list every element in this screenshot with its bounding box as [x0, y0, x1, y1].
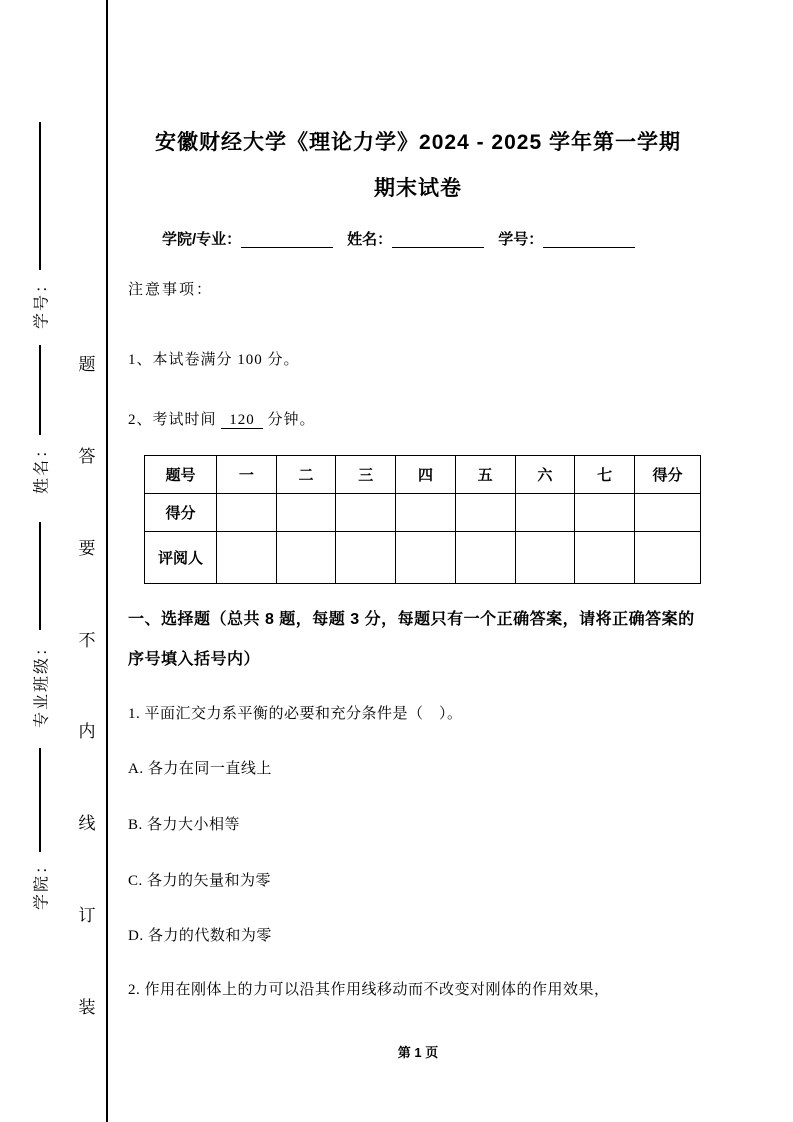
- seal-field-name: [24, 345, 56, 499]
- score-row: [145, 494, 701, 532]
- binding-char: 题: [78, 355, 96, 374]
- seal-blank-line: [39, 345, 41, 435]
- question-1-option-c: C. 各力的矢量和为零: [128, 873, 272, 889]
- seal-label-student-id: 学号：: [33, 274, 51, 330]
- score-cell: [217, 494, 277, 532]
- score-cell: [455, 494, 515, 532]
- notice-heading: 注意事项：: [128, 282, 214, 298]
- college-major-blank: [241, 232, 333, 248]
- section-1-heading: 一、选择题（总共 8 题，每题 3 分，每题只有一个正确答案，请将正确答案的序号填入括号内）: [128, 611, 695, 668]
- score-cell: [336, 494, 396, 532]
- question-2: 2. 作用在刚体上的力可以沿其作用线移动而不改变对刚体的作用效果，: [128, 982, 610, 998]
- seal-label-major-class: 专业班级：: [33, 637, 51, 729]
- score-cell: [575, 532, 635, 584]
- score-header-cell: 得分: [635, 456, 701, 494]
- question-1-option-b: B. 各力大小相等: [128, 817, 241, 833]
- name-field: [347, 228, 484, 249]
- score-cell: [515, 494, 575, 532]
- score-cell: [635, 494, 701, 532]
- score-header-cell: 七: [575, 456, 635, 494]
- page-number: 第 1 页: [397, 1045, 439, 1060]
- seal-field-major-class: [24, 522, 56, 736]
- exam-title: 安徽财经大学《理论力学》2024 - 2025 学年第一学期: [155, 131, 681, 154]
- binding-char: 装: [78, 997, 96, 1017]
- score-header-cell: 一: [217, 456, 277, 494]
- score-header-cell: 五: [455, 456, 515, 494]
- name-label: 姓名：: [347, 231, 393, 248]
- college-major-label: 学院/专业：: [162, 231, 242, 248]
- score-header-cell: 题号: [145, 456, 217, 494]
- question-1-option-d: D. 各力的代数和为零: [128, 928, 272, 944]
- exam-subtitle: 期末试卷: [374, 177, 462, 200]
- binding-char: 要: [78, 538, 96, 558]
- question-1: 1. 平面汇交力系平衡的必要和充分条件是（ ）。: [128, 706, 463, 722]
- notice-item-1: 1、本试卷满分 100 分。: [128, 352, 300, 368]
- notice-item-2-prefix: 2、考试时间: [128, 412, 217, 428]
- score-table: [144, 455, 701, 584]
- binding-char: 内: [78, 722, 96, 742]
- student-id-blank: [543, 232, 635, 248]
- score-header-cell: 二: [276, 456, 336, 494]
- binding-char: 线: [78, 814, 96, 834]
- name-blank: [392, 232, 484, 248]
- seal-field-college: [24, 748, 56, 914]
- college-major-field: [162, 228, 333, 249]
- score-table-header-row: [145, 456, 701, 494]
- reviewer-row-label: 评阅人: [145, 532, 217, 584]
- score-table-wrap: [144, 455, 701, 584]
- seal-label-college: 学院：: [33, 855, 51, 911]
- score-header-cell: 三: [336, 456, 396, 494]
- binding-char: 答: [78, 446, 96, 466]
- score-cell: [396, 494, 456, 532]
- score-cell: [575, 494, 635, 532]
- question-1-option-a: A. 各力在同一直线上: [128, 761, 272, 777]
- seal-label-name: 姓名：: [33, 439, 51, 495]
- student-id-field: [498, 228, 635, 249]
- reviewer-row: [145, 532, 701, 584]
- score-cell: [276, 494, 336, 532]
- exam-duration-value: 120: [221, 412, 263, 429]
- score-cell: [635, 532, 701, 584]
- notice-item-2-suffix: 分钟。: [267, 412, 316, 428]
- score-row-label: 得分: [145, 494, 217, 532]
- binding-char: 不: [78, 630, 96, 650]
- score-cell: [336, 532, 396, 584]
- notice-item-2: [128, 408, 708, 429]
- score-cell: [217, 532, 277, 584]
- score-cell: [515, 532, 575, 584]
- seal-blank-line: [39, 748, 41, 852]
- score-header-cell: 四: [396, 456, 456, 494]
- seal-blank-line: [39, 522, 41, 630]
- seal-field-student-id: [24, 122, 56, 334]
- sealing-divider-line: [106, 0, 108, 1122]
- score-cell: [455, 532, 515, 584]
- exam-content: [128, 0, 708, 1122]
- score-cell: [396, 532, 456, 584]
- binding-line-phrase: [74, 350, 100, 1018]
- student-info-row: [128, 228, 708, 249]
- score-cell: [276, 532, 336, 584]
- score-header-cell: 六: [515, 456, 575, 494]
- binding-char: 订: [78, 906, 96, 926]
- seal-blank-line: [39, 122, 41, 270]
- student-id-label: 学号：: [498, 231, 544, 248]
